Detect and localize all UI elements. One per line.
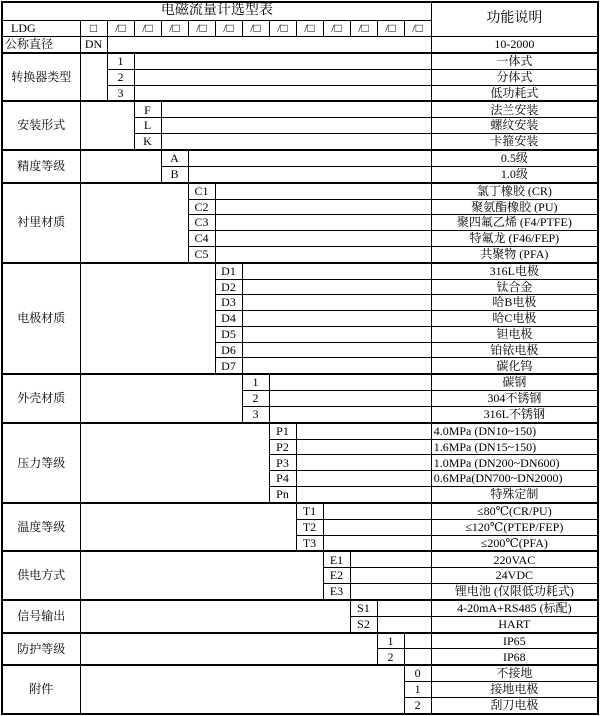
checkbox-slot: /□ bbox=[350, 21, 377, 37]
function-cell: 304不锈钢 bbox=[431, 391, 598, 407]
spacer-cell bbox=[80, 503, 296, 552]
category-label: 温度等级 bbox=[2, 503, 80, 552]
code-cell: F bbox=[134, 101, 161, 117]
spacer-cell bbox=[80, 551, 323, 600]
checkbox-slot: /□ bbox=[188, 21, 215, 37]
function-cell: 锂电池 (仅限低功耗式) bbox=[431, 584, 598, 600]
category-label: 安装形式 bbox=[2, 101, 80, 150]
category-label: 防护等级 bbox=[2, 633, 80, 666]
spacer-cell bbox=[296, 471, 431, 487]
spacer-cell bbox=[80, 263, 215, 375]
function-cell: 4-20mA+RS485 (标配) bbox=[431, 600, 598, 616]
function-cell: 24VDC bbox=[431, 568, 598, 584]
function-cell: 1.0MPa (DN200~DN600) bbox=[431, 455, 598, 471]
spacer-cell bbox=[215, 183, 431, 199]
checkbox-slot: /□ bbox=[377, 21, 404, 37]
category-label: 外壳材质 bbox=[2, 374, 80, 423]
option-row bbox=[2, 633, 598, 649]
code-cell: 3 bbox=[242, 406, 269, 422]
option-row bbox=[2, 263, 598, 279]
spacer-cell bbox=[323, 519, 431, 535]
spacer-cell bbox=[161, 101, 431, 117]
checkbox-slot: /□ bbox=[323, 21, 350, 37]
code-cell: P3 bbox=[269, 455, 296, 471]
function-cell: 聚氨酯橡胶 (PU) bbox=[431, 199, 598, 215]
spacer-cell bbox=[242, 342, 431, 358]
spacer-cell bbox=[188, 166, 431, 182]
code-cell: DN bbox=[80, 37, 107, 53]
code-cell: Pn bbox=[269, 487, 296, 503]
spacer-cell bbox=[242, 279, 431, 295]
code-cell: 2 bbox=[242, 391, 269, 407]
spacer-cell bbox=[350, 568, 431, 584]
checkbox-slot: /□ bbox=[134, 21, 161, 37]
spacer-cell bbox=[242, 326, 431, 342]
category-label: 电极材质 bbox=[2, 263, 80, 375]
function-cell: 碳钢 bbox=[431, 374, 598, 390]
option-row bbox=[2, 600, 598, 616]
spacer-cell bbox=[215, 231, 431, 247]
function-cell: 0.5级 bbox=[431, 150, 598, 166]
checkbox-slot: □ bbox=[80, 21, 107, 37]
code-cell: E3 bbox=[323, 584, 350, 600]
function-cell: ≤200℃(PFA) bbox=[431, 535, 598, 551]
category-label: 信号输出 bbox=[2, 600, 80, 633]
spacer-cell bbox=[269, 374, 431, 390]
code-cell: C1 bbox=[188, 183, 215, 199]
code-cell: T1 bbox=[296, 503, 323, 519]
function-cell: 0.6MPa(DN700~DN2000) bbox=[431, 471, 598, 487]
code-cell: D7 bbox=[215, 358, 242, 374]
code-cell: 1 bbox=[404, 682, 431, 698]
spacer-cell bbox=[80, 633, 377, 666]
code-cell: C2 bbox=[188, 199, 215, 215]
spacer-cell bbox=[269, 406, 431, 422]
function-cell: 接地电极 bbox=[431, 682, 598, 698]
code-cell: P4 bbox=[269, 471, 296, 487]
checkbox-slot: /□ bbox=[269, 21, 296, 37]
spacer-cell bbox=[242, 311, 431, 327]
spacer-cell bbox=[107, 37, 431, 53]
code-cell: 0 bbox=[404, 665, 431, 681]
code-cell: P2 bbox=[269, 439, 296, 455]
spacer-cell bbox=[134, 85, 431, 101]
function-cell: 铂铱电极 bbox=[431, 342, 598, 358]
spacer-cell bbox=[161, 134, 431, 150]
spacer-cell bbox=[377, 600, 431, 616]
spacer-cell bbox=[80, 600, 350, 633]
category-label: 供电方式 bbox=[2, 551, 80, 600]
code-cell: D1 bbox=[215, 263, 242, 279]
function-cell: 卡箍安装 bbox=[431, 134, 598, 150]
spacer-cell bbox=[296, 423, 431, 439]
selection-table bbox=[1, 1, 599, 715]
code-cell: D6 bbox=[215, 342, 242, 358]
function-cell: 1.0级 bbox=[431, 166, 598, 182]
category-label: 附件 bbox=[2, 665, 80, 714]
code-cell: C5 bbox=[188, 246, 215, 262]
model-prefix-label: LDG bbox=[2, 21, 80, 37]
code-cell: B bbox=[161, 166, 188, 182]
function-cell: 一体式 bbox=[431, 53, 598, 69]
function-cell: 碳化钨 bbox=[431, 358, 598, 374]
option-row bbox=[2, 503, 598, 519]
function-cell: IP68 bbox=[431, 649, 598, 665]
spacer-cell bbox=[215, 199, 431, 215]
option-row bbox=[2, 183, 598, 199]
code-cell: 1 bbox=[377, 633, 404, 649]
code-cell: 1 bbox=[242, 374, 269, 390]
option-row bbox=[2, 150, 598, 166]
spacer-cell bbox=[80, 374, 242, 423]
category-label: 公称直径 bbox=[2, 37, 80, 53]
function-cell: 聚四氟乙烯 (F4/PTFE) bbox=[431, 215, 598, 231]
function-cell: 4.0MPa (DN10~150) bbox=[431, 423, 598, 439]
function-cell: 特氟龙 (F46/FEP) bbox=[431, 231, 598, 247]
function-cell: 法兰安装 bbox=[431, 101, 598, 117]
spacer-cell bbox=[296, 455, 431, 471]
code-cell: K bbox=[134, 134, 161, 150]
function-cell: 316L不锈钢 bbox=[431, 406, 598, 422]
code-cell: C4 bbox=[188, 231, 215, 247]
spacer-cell bbox=[161, 118, 431, 134]
option-row bbox=[2, 551, 598, 567]
spacer-cell bbox=[350, 584, 431, 600]
category-label: 压力等级 bbox=[2, 423, 80, 503]
option-row bbox=[2, 53, 598, 69]
spacer-cell bbox=[404, 633, 431, 649]
spacer-cell bbox=[80, 101, 134, 150]
code-cell: D2 bbox=[215, 279, 242, 295]
function-cell: 哈B电极 bbox=[431, 295, 598, 311]
function-cell: 钽电极 bbox=[431, 326, 598, 342]
code-cell: S2 bbox=[350, 616, 377, 632]
category-label: 转换器类型 bbox=[2, 53, 80, 102]
function-cell: ≤120℃(PTEP/FEP) bbox=[431, 519, 598, 535]
spacer-cell bbox=[80, 150, 161, 183]
function-cell: 特殊定制 bbox=[431, 487, 598, 503]
spacer-cell bbox=[80, 53, 107, 102]
function-cell: 钛合金 bbox=[431, 279, 598, 295]
code-cell: A bbox=[161, 150, 188, 166]
option-row bbox=[2, 423, 598, 439]
code-cell: E2 bbox=[323, 568, 350, 584]
checkbox-slot: /□ bbox=[107, 21, 134, 37]
checkbox-slot: /□ bbox=[215, 21, 242, 37]
spacer-cell bbox=[215, 246, 431, 262]
option-row bbox=[2, 101, 598, 117]
spacer-cell bbox=[323, 503, 431, 519]
code-cell: P1 bbox=[269, 423, 296, 439]
spacer-cell bbox=[80, 183, 188, 263]
spacer-cell bbox=[350, 551, 431, 567]
code-cell: 3 bbox=[107, 85, 134, 101]
function-cell: 不接地 bbox=[431, 665, 598, 681]
function-cell: 10-2000 bbox=[431, 37, 598, 53]
checkbox-slot: /□ bbox=[161, 21, 188, 37]
spacer-cell bbox=[188, 150, 431, 166]
option-row bbox=[2, 374, 598, 390]
category-label: 精度等级 bbox=[2, 150, 80, 183]
code-cell: D3 bbox=[215, 295, 242, 311]
code-cell: 1 bbox=[107, 53, 134, 69]
code-cell: C3 bbox=[188, 215, 215, 231]
spacer-cell bbox=[80, 423, 269, 503]
category-label: 衬里材质 bbox=[2, 183, 80, 263]
spacer-cell bbox=[296, 487, 431, 503]
code-cell: L bbox=[134, 118, 161, 134]
spacer-cell bbox=[269, 391, 431, 407]
function-cell: HART bbox=[431, 616, 598, 632]
function-cell: 220VAC bbox=[431, 551, 598, 567]
spacer-cell bbox=[296, 439, 431, 455]
function-header: 功能说明 bbox=[431, 2, 598, 37]
function-cell: IP65 bbox=[431, 633, 598, 649]
function-cell: 共聚物 (PFA) bbox=[431, 246, 598, 262]
code-cell: 2 bbox=[404, 697, 431, 714]
function-cell: 哈C电极 bbox=[431, 311, 598, 327]
code-cell: T2 bbox=[296, 519, 323, 535]
option-row bbox=[2, 665, 598, 681]
table-title: 电磁流量计选型表 bbox=[2, 2, 431, 21]
code-cell: E1 bbox=[323, 551, 350, 567]
spacer-cell bbox=[134, 53, 431, 69]
function-cell: 低功耗式 bbox=[431, 85, 598, 101]
spacer-cell bbox=[242, 358, 431, 374]
function-cell: 螺纹安装 bbox=[431, 118, 598, 134]
checkbox-slot: /□ bbox=[404, 21, 431, 37]
spacer-cell bbox=[323, 535, 431, 551]
spacer-cell bbox=[215, 215, 431, 231]
spacer-cell bbox=[242, 295, 431, 311]
spacer-cell bbox=[134, 69, 431, 85]
spacer-cell bbox=[377, 616, 431, 632]
code-cell: S1 bbox=[350, 600, 377, 616]
code-cell: T3 bbox=[296, 535, 323, 551]
function-cell: 氯丁橡胶 (CR) bbox=[431, 183, 598, 199]
function-cell: 分体式 bbox=[431, 69, 598, 85]
function-cell: 刮刀电极 bbox=[431, 697, 598, 714]
spacer-cell bbox=[404, 649, 431, 665]
checkbox-slot: /□ bbox=[242, 21, 269, 37]
code-cell: D4 bbox=[215, 311, 242, 327]
spacer-cell bbox=[242, 263, 431, 279]
spacer-cell bbox=[80, 665, 404, 714]
code-cell: 2 bbox=[377, 649, 404, 665]
code-cell: 2 bbox=[107, 69, 134, 85]
code-cell: D5 bbox=[215, 326, 242, 342]
diameter-row bbox=[2, 37, 598, 53]
function-cell: 316L电极 bbox=[431, 263, 598, 279]
function-cell: 1.6MPa (DN15~150) bbox=[431, 439, 598, 455]
checkbox-slot: /□ bbox=[296, 21, 323, 37]
function-cell: ≤80℃(CR/PU) bbox=[431, 503, 598, 519]
title-row bbox=[2, 2, 598, 21]
